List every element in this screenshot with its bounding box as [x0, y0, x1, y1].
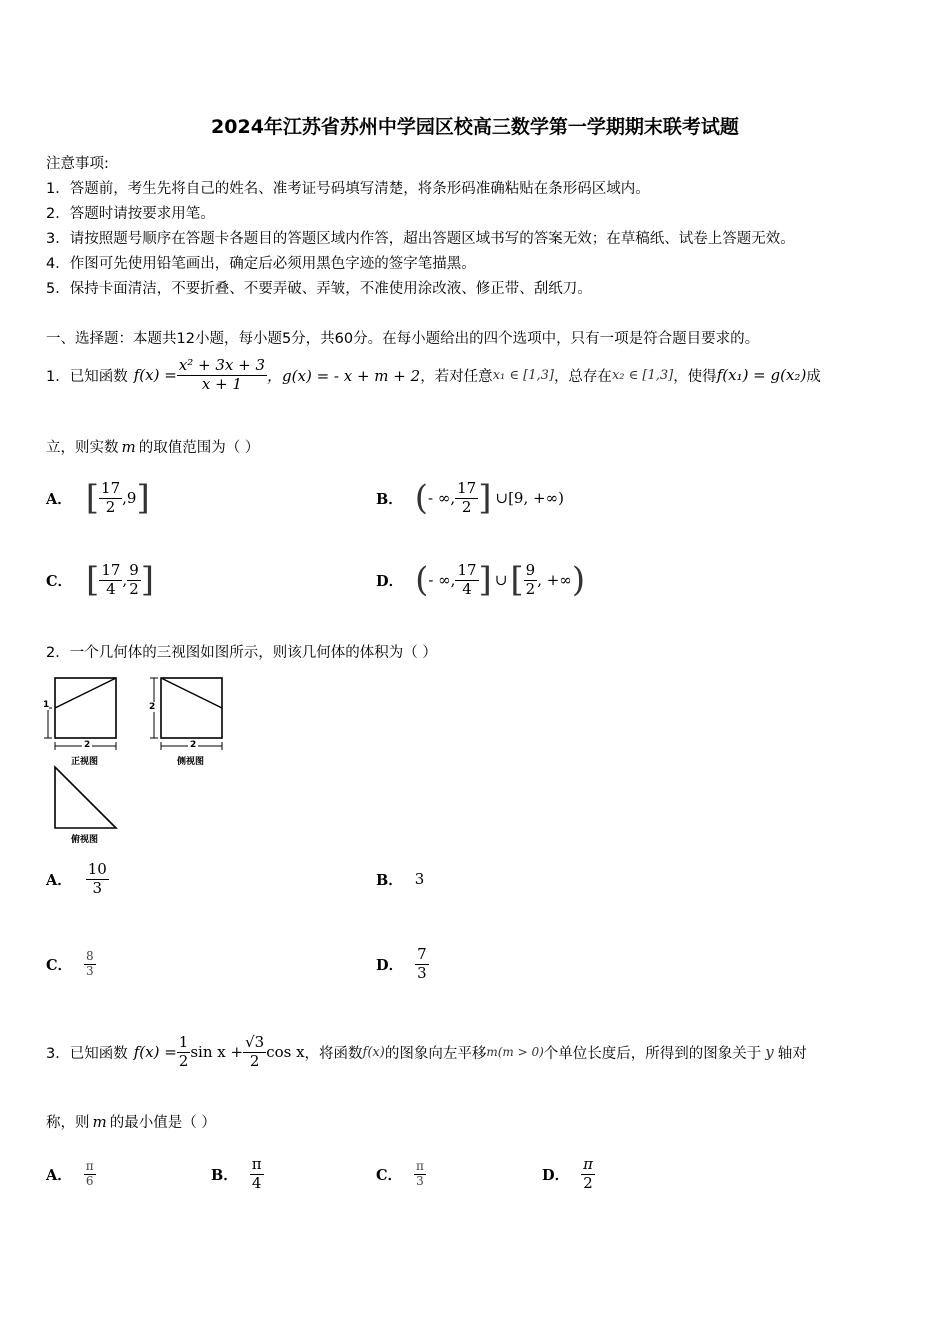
q1-b-rest: ∪[9, +∞) — [495, 489, 564, 507]
q2-d-num: 7 — [417, 945, 427, 964]
q1-d-num2: 9 — [525, 561, 536, 580]
q1-b-den: 2 — [461, 497, 472, 516]
top-view — [55, 767, 116, 828]
q3-text-4: 轴对 — [777, 1045, 807, 1062]
top-view-caption: 俯视图 — [71, 835, 99, 845]
q1-num: 1．已知函数 — [46, 368, 128, 385]
q2-c-den: 3 — [86, 963, 94, 978]
q3-sin: sin x + — [190, 1043, 244, 1061]
front-view-caption: 正视图 — [71, 757, 99, 767]
q3-b-den: 4 — [251, 1173, 262, 1192]
q2-c-num: 8 — [86, 948, 94, 963]
q1-x2: x₂ ∈ [1,3] — [611, 367, 674, 383]
q3-b-den: 2 — [249, 1051, 260, 1070]
side-view — [150, 678, 222, 750]
q1-b-pre: - ∞, — [428, 489, 456, 507]
q1-x1: x₁ ∈ [1,3] — [492, 367, 554, 383]
q3-option-c[interactable] — [376, 1152, 426, 1196]
q2-option-b[interactable] — [376, 857, 424, 901]
q1-f-numerator: x² + 3x + 3 — [178, 356, 266, 375]
q1-text-4: 成 — [806, 368, 821, 385]
q1-f-lhs: f(x) = — [133, 366, 177, 384]
q1-c-num1: 17 — [101, 561, 121, 580]
notice-item-3: 3．请按照题号顺序在答题卡各题目的答题区域内作答，超出答题区域书写的答案无效；在草稿纸、试卷上答题无效。 — [46, 231, 795, 247]
question-2-stem: 2．一个几何体的三视图如图所示，则该几何体的体积为（ ） — [46, 645, 437, 661]
q1-d-mid: ∪ — [494, 571, 508, 589]
q1-d-num1: 17 — [457, 561, 477, 580]
q3-m2: m — [92, 1112, 107, 1131]
q1-equation: f(x₁) = g(x₂) — [716, 366, 807, 384]
q3-option-a-label: A． — [46, 1166, 72, 1184]
q1-d-den2: 2 — [525, 579, 536, 598]
q3-d-den: 2 — [583, 1173, 593, 1192]
q3-d-num: π — [583, 1155, 593, 1174]
q3-f-lhs: f(x) = — [133, 1043, 177, 1061]
q2-option-b-label: B． — [376, 871, 403, 889]
q2-b-value: 3 — [414, 870, 425, 888]
front-width-label: 2 — [84, 740, 91, 750]
q2-option-a-label: A． — [46, 871, 72, 889]
q1-c-num2: 9 — [129, 561, 139, 580]
three-view-figure — [40, 672, 240, 845]
notice-item-2: 2．答题时请按要求用笔。 — [46, 206, 215, 222]
q1-f-denominator: x + 1 — [201, 374, 242, 393]
q1-d-rest: , +∞ — [537, 571, 572, 589]
q3-text-1: ，将函数 — [304, 1045, 363, 1062]
q3-option-d-label: D． — [542, 1166, 570, 1184]
q1-c-den2: 2 — [129, 579, 139, 598]
q3-a-num: π — [85, 1158, 94, 1173]
q2-a-den: 3 — [92, 878, 103, 897]
q2-option-d[interactable] — [376, 942, 429, 986]
question-1-stem — [46, 352, 821, 398]
q1-option-a[interactable]: A． [ $\frac{17}{2}$ ,9 ] — [46, 478, 150, 518]
q1-option-a-label: A． — [46, 490, 72, 508]
q3-text-3: 个单位长度后，所得到的图象关于 — [543, 1045, 762, 1062]
section-heading: 一、选择题：本题共12小题，每小题5分，共60分。在每小题给出的四个选项中，只有一项是符合题目要求的。 — [46, 331, 760, 347]
question-1-line-2 — [46, 436, 259, 457]
q2-option-c[interactable] — [46, 942, 96, 986]
q1-b-num: 17 — [457, 479, 477, 498]
q1-a-rest: ,9 — [122, 489, 137, 507]
question-3-stem — [46, 1027, 807, 1077]
page-title: 2024年江苏省苏州中学园区校高三数学第一学期期末联考试题 — [211, 116, 739, 138]
q3-a-den: 2 — [178, 1051, 189, 1070]
q3-a-num: 1 — [178, 1033, 189, 1052]
q1-option-b[interactable]: B． ( - ∞, $\frac{17}{2}$ ] ∪[9, +∞) — [376, 478, 564, 518]
q3-option-c-label: C． — [376, 1166, 403, 1184]
question-3-line-2 — [46, 1111, 216, 1132]
side-height-label: 2 — [149, 702, 156, 712]
q2-a-num: 10 — [87, 860, 107, 879]
q1-line2-b: 的取值范围为（ ） — [138, 440, 260, 456]
q1-option-d[interactable]: D． ( - ∞, $\frac{17}{4}$ ] ∪ [ $\frac{9}{2}$ , +∞ ) — [376, 560, 586, 600]
q1-option-d-label: D． — [376, 572, 404, 590]
q2-d-den: 3 — [417, 963, 427, 982]
q1-m: m — [121, 437, 136, 456]
notice-item-1: 1．答题前，考生先将自己的姓名、准考证号码填写清楚，将条形码准确粘贴在条形码区域内。 — [46, 181, 650, 197]
front-height-label: 1 — [43, 700, 50, 710]
q3-text-2: 的图象向左平移 — [384, 1045, 487, 1062]
q2-option-c-label: C． — [46, 956, 73, 974]
q3-cos: cos x — [266, 1043, 305, 1061]
q1-text-2: ，总存在 — [553, 368, 612, 385]
q3-a-den: 6 — [85, 1173, 94, 1188]
q1-a-den: 2 — [105, 497, 116, 516]
q1-line2-a: 立，则实数 — [46, 440, 119, 456]
q3-fx: f(x) — [362, 1044, 385, 1060]
q1-d-den1: 4 — [462, 579, 472, 598]
q1-option-b-label: B． — [376, 490, 403, 508]
notice-item-5: 5．保持卡面清洁，不要折叠、不要弄破、弄皱，不准使用涂改液、修正带、刮纸刀。 — [46, 281, 592, 297]
q1-option-c[interactable]: C． [ $\frac{17}{4}$ , $\frac{9}{2}$ ] — [46, 560, 154, 600]
q3-m: m(m > 0) — [486, 1045, 544, 1059]
q1-text-3: ，使得 — [673, 368, 717, 385]
q3-line2-a: 称，则 — [46, 1115, 90, 1131]
q3-b-num: √3 — [245, 1033, 265, 1052]
front-view — [44, 678, 116, 750]
q3-option-b[interactable] — [211, 1152, 264, 1196]
q3-c-num: π — [416, 1158, 424, 1173]
notice-item-4: 4．作图可先使用铅笔画出，确定后必须用黑色字迹的签字笔描黑。 — [46, 256, 476, 272]
notice-heading: 注意事项: — [46, 156, 109, 172]
q2-option-a[interactable] — [46, 857, 109, 901]
q3-option-b-label: B． — [211, 1166, 238, 1184]
q3-c-den: 3 — [416, 1173, 424, 1188]
q1-d-pre: - ∞, — [428, 571, 456, 589]
q1-a-num: 17 — [101, 479, 121, 498]
q1-option-c-label: C． — [46, 572, 73, 590]
q1-c-den1: 4 — [106, 579, 116, 598]
q3-b-num: π — [251, 1155, 262, 1174]
q3-y: y — [765, 1043, 774, 1061]
q3-line2-b: 的最小值是（ ） — [109, 1115, 216, 1131]
q3-option-d[interactable] — [542, 1152, 595, 1196]
side-view-caption: 侧视图 — [177, 757, 205, 767]
three-view-svg — [40, 672, 240, 842]
q3-num: 3．已知函数 — [46, 1045, 128, 1062]
q2-option-d-label: D． — [376, 956, 404, 974]
q1-f-fraction — [177, 357, 267, 393]
side-width-label: 2 — [190, 740, 197, 750]
q3-option-a[interactable] — [46, 1152, 96, 1196]
q1-text-1: ，若对任意 — [420, 368, 493, 385]
q1-g: ，g(x) = - x + m + 2 — [267, 366, 421, 385]
